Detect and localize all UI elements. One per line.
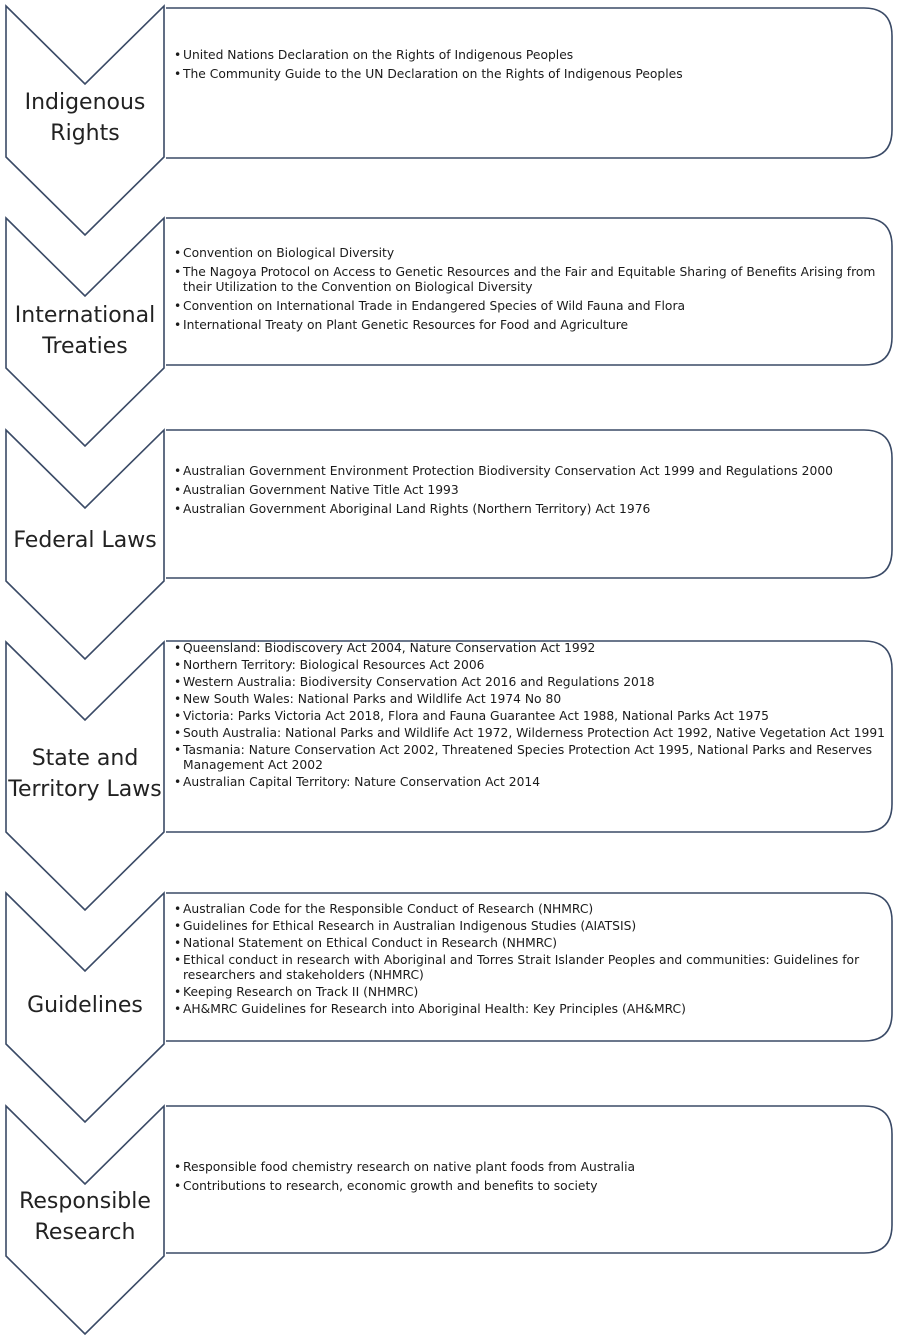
list-item: • International Treaty on Plant Genetic Resources for Food and Agriculture bbox=[174, 318, 886, 333]
list-item: • Australian Government Aboriginal Land Rights (Northern Territory) Act 1976 bbox=[174, 502, 886, 517]
list-item: • Australian Government Native Title Act 1993 bbox=[174, 483, 886, 498]
stage-label-responsible-research: Responsible Research bbox=[19, 1189, 151, 1245]
list-item: • Keeping Research on Track II (NHMRC) bbox=[174, 985, 886, 1000]
list-item: • United Nations Declaration on the Rights of Indigenous Peoples bbox=[174, 48, 886, 63]
list-item: • Ethical conduct in research with Aboriginal and Torres Strait Islander Peoples and communities: Guidelines for researchers and stakeholders (NHMRC) bbox=[174, 953, 886, 983]
list-item: • The Community Guide to the UN Declaration on the Rights of Indigenous Peoples bbox=[174, 67, 886, 82]
list-item: • AH&MRC Guidelines for Research into Aboriginal Health: Key Principles (AH&MRC) bbox=[174, 1002, 886, 1017]
list-item: • Guidelines for Ethical Research in Australian Indigenous Studies (AIATSIS) bbox=[174, 919, 886, 934]
stage-label-indigenous-rights: Indigenous Rights bbox=[24, 90, 146, 146]
stage-list-international-treaties bbox=[174, 246, 886, 337]
stage-list-federal-laws bbox=[174, 464, 886, 521]
list-item: • New South Wales: National Parks and Wildlife Act 1974 No 80 bbox=[174, 692, 886, 707]
stage-label-state-territory-laws: State and Territory Laws bbox=[8, 746, 162, 802]
list-item: • Australian Code for the Responsible Conduct of Research (NHMRC) bbox=[174, 902, 886, 917]
list-item: • The Nagoya Protocol on Access to Genetic Resources and the Fair and Equitable Sharing of Benefits Arising from their Utilization to the Convention on Biological Diversity bbox=[174, 265, 886, 295]
list-item: • Contributions to research, economic growth and benefits to society bbox=[174, 1179, 886, 1194]
list-item: • Queensland: Biodiscovery Act 2004, Nature Conservation Act 1992 bbox=[174, 641, 886, 656]
list-item: • Victoria: Parks Victoria Act 2018, Flora and Fauna Guarantee Act 1988, National Parks Act 1975 bbox=[174, 709, 886, 724]
list-item: • Australian Capital Territory: Nature Conservation Act 2014 bbox=[174, 775, 886, 790]
stage-label-international-treaties: International Treaties bbox=[14, 303, 156, 359]
list-item: • South Australia: National Parks and Wildlife Act 1972, Wilderness Protection Act 1992, Native Vegetation Act 1991 bbox=[174, 726, 886, 741]
stage-list-responsible-research bbox=[174, 1160, 886, 1198]
list-item: • National Statement on Ethical Conduct in Research (NHMRC) bbox=[174, 936, 886, 951]
stage-label-federal-laws: Federal Laws bbox=[13, 528, 157, 553]
list-item: • Australian Government Environment Protection Biodiversity Conservation Act 1999 and Regulations 2000 bbox=[174, 464, 886, 479]
list-item: • Northern Territory: Biological Resources Act 2006 bbox=[174, 658, 886, 673]
stage-label-guidelines: Guidelines bbox=[27, 993, 143, 1018]
list-item: • Responsible food chemistry research on native plant foods from Australia bbox=[174, 1160, 886, 1175]
stage-list-state-territory-laws bbox=[174, 641, 886, 792]
list-item: • Tasmania: Nature Conservation Act 2002, Threatened Species Protection Act 1995, National Parks and Reserves Management Act 2002 bbox=[174, 743, 886, 773]
stage-list-indigenous-rights bbox=[174, 48, 886, 86]
list-item: • Western Australia: Biodiversity Conservation Act 2016 and Regulations 2018 bbox=[174, 675, 886, 690]
stage-list-guidelines bbox=[174, 902, 886, 1019]
list-item: • Convention on International Trade in Endangered Species of Wild Fauna and Flora bbox=[174, 299, 886, 314]
list-item: • Convention on Biological Diversity bbox=[174, 246, 886, 261]
